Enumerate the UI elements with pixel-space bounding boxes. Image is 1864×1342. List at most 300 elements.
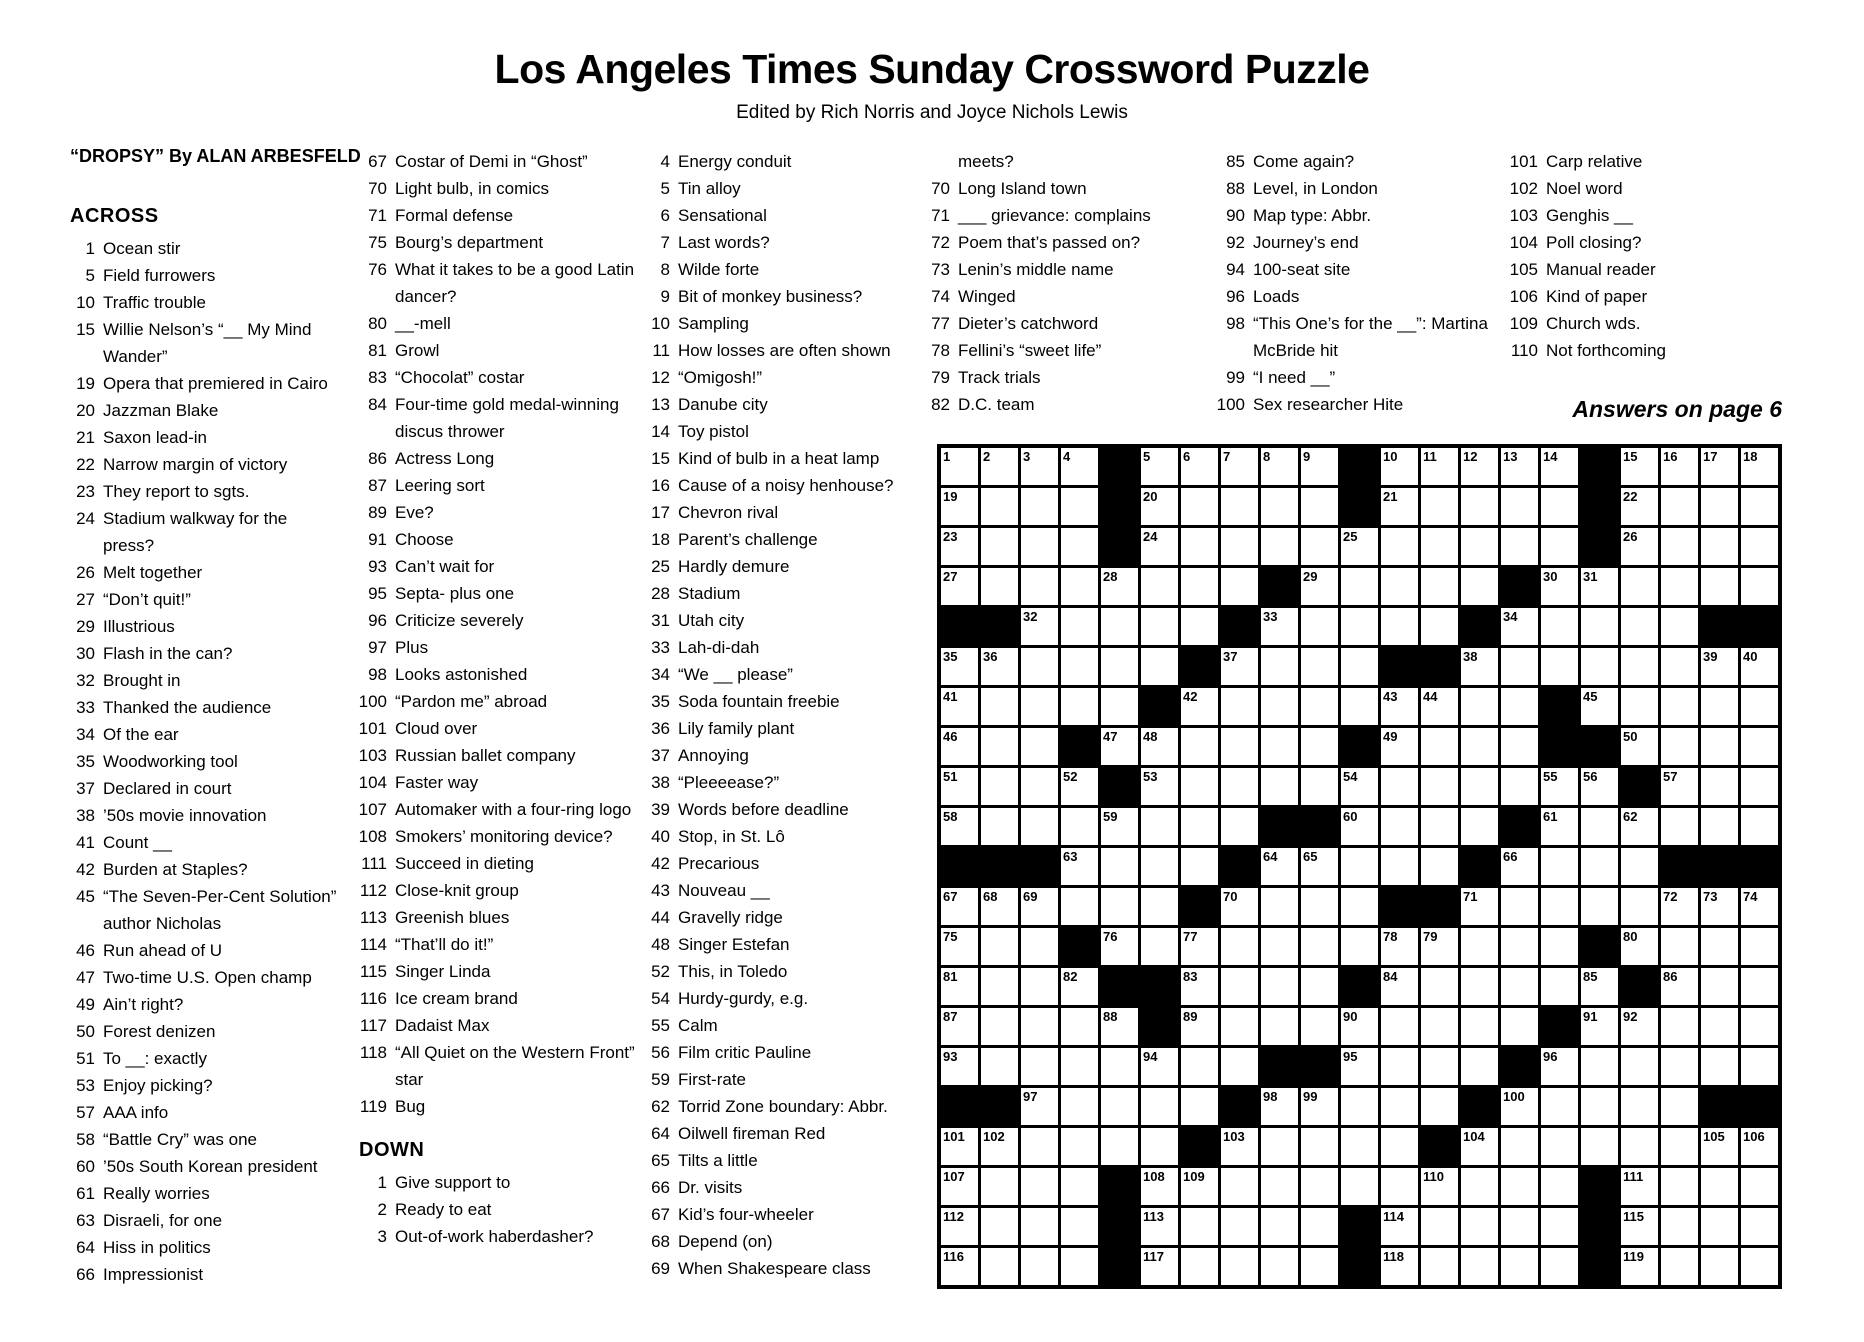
grid-cell[interactable] (1301, 488, 1338, 525)
grid-cell[interactable] (1461, 1248, 1498, 1285)
grid-cell[interactable] (1661, 728, 1698, 765)
grid-cell[interactable] (1021, 1088, 1058, 1125)
grid-cell[interactable] (1141, 1248, 1178, 1285)
grid-cell[interactable] (1661, 1168, 1698, 1205)
grid-cell[interactable] (1741, 768, 1778, 805)
grid-cell[interactable] (1741, 568, 1778, 605)
grid-cell[interactable] (1421, 768, 1458, 805)
grid-cell[interactable] (1341, 1128, 1378, 1165)
grid-cell[interactable] (1061, 968, 1098, 1005)
grid-cell[interactable] (1021, 728, 1058, 765)
grid-cell[interactable] (1221, 928, 1258, 965)
grid-cell[interactable] (1181, 488, 1218, 525)
grid-cell[interactable] (1541, 568, 1578, 605)
grid-cell[interactable] (1221, 1168, 1258, 1205)
grid-cell[interactable] (1741, 1008, 1778, 1045)
grid-cell[interactable] (1701, 1248, 1738, 1285)
grid-cell[interactable] (1381, 568, 1418, 605)
grid-cell[interactable] (1301, 568, 1338, 605)
grid-cell[interactable] (1101, 728, 1138, 765)
grid-cell[interactable] (1581, 1128, 1618, 1165)
grid-cell[interactable] (1661, 568, 1698, 605)
grid-cell[interactable] (1061, 688, 1098, 725)
grid-cell[interactable] (941, 688, 978, 725)
grid-cell[interactable] (1341, 528, 1378, 565)
grid-cell[interactable] (1461, 1168, 1498, 1205)
grid-cell[interactable] (981, 448, 1018, 485)
grid-cell[interactable] (1261, 488, 1298, 525)
grid-cell[interactable] (1221, 448, 1258, 485)
grid-cell[interactable] (1541, 768, 1578, 805)
grid-cell[interactable] (1421, 568, 1458, 605)
grid-cell[interactable] (1021, 888, 1058, 925)
grid-cell[interactable] (1021, 568, 1058, 605)
grid-cell[interactable] (1301, 1128, 1338, 1165)
grid-cell[interactable] (1421, 1008, 1458, 1045)
grid-cell[interactable] (1381, 1048, 1418, 1085)
grid-cell[interactable] (1461, 568, 1498, 605)
grid-cell[interactable] (1741, 808, 1778, 845)
grid-cell[interactable] (1461, 1208, 1498, 1245)
grid-cell[interactable] (1061, 1088, 1098, 1125)
grid-cell[interactable] (1181, 608, 1218, 645)
grid-cell[interactable] (981, 1008, 1018, 1045)
grid-cell[interactable] (1581, 608, 1618, 645)
grid-cell[interactable] (1701, 448, 1738, 485)
grid-cell[interactable] (1341, 768, 1378, 805)
grid-cell[interactable] (1181, 528, 1218, 565)
grid-cell[interactable] (1381, 1208, 1418, 1245)
grid-cell[interactable] (1021, 1128, 1058, 1165)
grid-cell[interactable] (1381, 1088, 1418, 1125)
grid-cell[interactable] (1261, 1168, 1298, 1205)
grid-cell[interactable] (1341, 1048, 1378, 1085)
grid-cell[interactable] (1581, 648, 1618, 685)
grid-cell[interactable] (1301, 688, 1338, 725)
grid-cell[interactable] (1021, 1208, 1058, 1245)
grid-cell[interactable] (1741, 1128, 1778, 1165)
grid-cell[interactable] (1261, 448, 1298, 485)
grid-cell[interactable] (941, 928, 978, 965)
grid-cell[interactable] (1061, 888, 1098, 925)
grid-cell[interactable] (1461, 1048, 1498, 1085)
grid-cell[interactable] (1501, 768, 1538, 805)
grid-cell[interactable] (1341, 1168, 1378, 1205)
grid-cell[interactable] (1101, 1048, 1138, 1085)
grid-cell[interactable] (981, 568, 1018, 605)
grid-cell[interactable] (1621, 568, 1658, 605)
grid-cell[interactable] (1541, 888, 1578, 925)
grid-cell[interactable] (1621, 1048, 1658, 1085)
grid-cell[interactable] (1701, 488, 1738, 525)
grid-cell[interactable] (1141, 888, 1178, 925)
grid-cell[interactable] (1101, 888, 1138, 925)
grid-cell[interactable] (1141, 1208, 1178, 1245)
grid-cell[interactable] (1421, 1208, 1458, 1245)
grid-cell[interactable] (1061, 1008, 1098, 1045)
grid-cell[interactable] (1381, 1168, 1418, 1205)
grid-cell[interactable] (1221, 808, 1258, 845)
grid-cell[interactable] (981, 808, 1018, 845)
grid-cell[interactable] (1421, 928, 1458, 965)
grid-cell[interactable] (1661, 608, 1698, 645)
grid-cell[interactable] (981, 1208, 1018, 1245)
grid-cell[interactable] (1141, 1088, 1178, 1125)
grid-cell[interactable] (1021, 528, 1058, 565)
grid-cell[interactable] (1261, 688, 1298, 725)
grid-cell[interactable] (1181, 968, 1218, 1005)
grid-cell[interactable] (1541, 968, 1578, 1005)
grid-cell[interactable] (1621, 1208, 1658, 1245)
grid-cell[interactable] (1141, 1168, 1178, 1205)
grid-cell[interactable] (1541, 1128, 1578, 1165)
grid-cell[interactable] (1141, 528, 1178, 565)
grid-cell[interactable] (981, 928, 1018, 965)
grid-cell[interactable] (1501, 848, 1538, 885)
grid-cell[interactable] (1461, 888, 1498, 925)
grid-cell[interactable] (1501, 1248, 1538, 1285)
grid-cell[interactable] (1021, 648, 1058, 685)
grid-cell[interactable] (1541, 928, 1578, 965)
grid-cell[interactable] (941, 968, 978, 1005)
grid-cell[interactable] (1621, 848, 1658, 885)
grid-cell[interactable] (1621, 488, 1658, 525)
grid-cell[interactable] (1221, 968, 1258, 1005)
grid-cell[interactable] (1701, 648, 1738, 685)
grid-cell[interactable] (1061, 1168, 1098, 1205)
grid-cell[interactable] (1261, 768, 1298, 805)
grid-cell[interactable] (1301, 848, 1338, 885)
grid-cell[interactable] (1141, 1048, 1178, 1085)
grid-cell[interactable] (981, 488, 1018, 525)
grid-cell[interactable] (1541, 1168, 1578, 1205)
grid-cell[interactable] (1461, 528, 1498, 565)
grid-cell[interactable] (981, 888, 1018, 925)
grid-cell[interactable] (1741, 1208, 1778, 1245)
grid-cell[interactable] (1021, 688, 1058, 725)
grid-cell[interactable] (1381, 728, 1418, 765)
grid-cell[interactable] (1141, 1128, 1178, 1165)
grid-cell[interactable] (1141, 848, 1178, 885)
grid-cell[interactable] (1061, 1208, 1098, 1245)
grid-cell[interactable] (1421, 808, 1458, 845)
grid-cell[interactable] (1421, 608, 1458, 645)
grid-cell[interactable] (1301, 648, 1338, 685)
grid-cell[interactable] (1301, 968, 1338, 1005)
grid-cell[interactable] (981, 968, 1018, 1005)
grid-cell[interactable] (1261, 1248, 1298, 1285)
grid-cell[interactable] (1621, 888, 1658, 925)
grid-cell[interactable] (941, 1248, 978, 1285)
grid-cell[interactable] (1181, 1168, 1218, 1205)
grid-cell[interactable] (1621, 1088, 1658, 1125)
grid-cell[interactable] (1341, 648, 1378, 685)
grid-cell[interactable] (1021, 808, 1058, 845)
grid-cell[interactable] (1541, 528, 1578, 565)
grid-cell[interactable] (1061, 848, 1098, 885)
grid-cell[interactable] (1741, 928, 1778, 965)
grid-cell[interactable] (1421, 688, 1458, 725)
grid-cell[interactable] (1261, 968, 1298, 1005)
grid-cell[interactable] (1101, 1088, 1138, 1125)
grid-cell[interactable] (941, 648, 978, 685)
grid-cell[interactable] (1381, 1248, 1418, 1285)
grid-cell[interactable] (1581, 1008, 1618, 1045)
grid-cell[interactable] (1101, 848, 1138, 885)
grid-cell[interactable] (1061, 608, 1098, 645)
grid-cell[interactable] (1061, 568, 1098, 605)
grid-cell[interactable] (1741, 648, 1778, 685)
grid-cell[interactable] (1381, 968, 1418, 1005)
grid-cell[interactable] (1341, 808, 1378, 845)
grid-cell[interactable] (1461, 488, 1498, 525)
grid-cell[interactable] (1501, 968, 1538, 1005)
grid-cell[interactable] (981, 768, 1018, 805)
grid-cell[interactable] (1261, 848, 1298, 885)
grid-cell[interactable] (1461, 448, 1498, 485)
grid-cell[interactable] (1221, 768, 1258, 805)
grid-cell[interactable] (981, 688, 1018, 725)
grid-cell[interactable] (1461, 1008, 1498, 1045)
grid-cell[interactable] (1621, 1008, 1658, 1045)
grid-cell[interactable] (1661, 968, 1698, 1005)
grid-cell[interactable] (1101, 1128, 1138, 1165)
grid-cell[interactable] (1221, 528, 1258, 565)
grid-cell[interactable] (1501, 648, 1538, 685)
grid-cell[interactable] (1461, 728, 1498, 765)
grid-cell[interactable] (1581, 768, 1618, 805)
grid-cell[interactable] (1101, 1008, 1138, 1045)
grid-cell[interactable] (1061, 488, 1098, 525)
grid-cell[interactable] (1341, 928, 1378, 965)
grid-cell[interactable] (1621, 928, 1658, 965)
grid-cell[interactable] (1181, 1008, 1218, 1045)
grid-cell[interactable] (1141, 608, 1178, 645)
grid-cell[interactable] (1661, 888, 1698, 925)
grid-cell[interactable] (1301, 1008, 1338, 1045)
grid-cell[interactable] (1541, 808, 1578, 845)
grid-cell[interactable] (1301, 768, 1338, 805)
grid-cell[interactable] (1221, 888, 1258, 925)
grid-cell[interactable] (941, 1128, 978, 1165)
grid-cell[interactable] (1501, 728, 1538, 765)
grid-cell[interactable] (1101, 648, 1138, 685)
grid-cell[interactable] (1221, 1048, 1258, 1085)
grid-cell[interactable] (1621, 608, 1658, 645)
grid-cell[interactable] (1221, 1208, 1258, 1245)
grid-cell[interactable] (1501, 1008, 1538, 1045)
grid-cell[interactable] (1221, 1008, 1258, 1045)
grid-cell[interactable] (1181, 728, 1218, 765)
grid-cell[interactable] (1661, 1088, 1698, 1125)
grid-cell[interactable] (1741, 888, 1778, 925)
grid-cell[interactable] (1301, 728, 1338, 765)
grid-cell[interactable] (1541, 1248, 1578, 1285)
grid-cell[interactable] (1661, 808, 1698, 845)
grid-cell[interactable] (1461, 1128, 1498, 1165)
grid-cell[interactable] (1621, 448, 1658, 485)
grid-cell[interactable] (1661, 1048, 1698, 1085)
grid-cell[interactable] (1341, 1008, 1378, 1045)
grid-cell[interactable] (1261, 1008, 1298, 1045)
grid-cell[interactable] (1221, 648, 1258, 685)
grid-cell[interactable] (1261, 528, 1298, 565)
grid-cell[interactable] (941, 448, 978, 485)
grid-cell[interactable] (1381, 808, 1418, 845)
grid-cell[interactable] (1461, 928, 1498, 965)
grid-cell[interactable] (1221, 688, 1258, 725)
grid-cell[interactable] (1301, 1168, 1338, 1205)
grid-cell[interactable] (1421, 1088, 1458, 1125)
grid-cell[interactable] (1501, 688, 1538, 725)
grid-cell[interactable] (1181, 848, 1218, 885)
grid-cell[interactable] (1701, 968, 1738, 1005)
grid-cell[interactable] (1581, 968, 1618, 1005)
grid-cell[interactable] (1741, 488, 1778, 525)
grid-cell[interactable] (941, 1208, 978, 1245)
grid-cell[interactable] (1661, 688, 1698, 725)
grid-cell[interactable] (1061, 1128, 1098, 1165)
grid-cell[interactable] (1021, 968, 1058, 1005)
grid-cell[interactable] (1421, 448, 1458, 485)
grid-cell[interactable] (1581, 688, 1618, 725)
grid-cell[interactable] (1661, 448, 1698, 485)
grid-cell[interactable] (1261, 928, 1298, 965)
grid-cell[interactable] (1301, 448, 1338, 485)
grid-cell[interactable] (1061, 808, 1098, 845)
grid-cell[interactable] (1581, 1088, 1618, 1125)
grid-cell[interactable] (1741, 528, 1778, 565)
grid-cell[interactable] (1181, 448, 1218, 485)
grid-cell[interactable] (1021, 1048, 1058, 1085)
grid-cell[interactable] (1421, 728, 1458, 765)
grid-cell[interactable] (1421, 1168, 1458, 1205)
grid-cell[interactable] (1061, 528, 1098, 565)
grid-cell[interactable] (1661, 488, 1698, 525)
grid-cell[interactable] (1701, 1168, 1738, 1205)
grid-cell[interactable] (1061, 1048, 1098, 1085)
grid-cell[interactable] (1341, 688, 1378, 725)
grid-cell[interactable] (1741, 1168, 1778, 1205)
grid-cell[interactable] (1101, 608, 1138, 645)
grid-cell[interactable] (1541, 1088, 1578, 1125)
grid-cell[interactable] (1021, 448, 1058, 485)
grid-cell[interactable] (1501, 448, 1538, 485)
grid-cell[interactable] (941, 488, 978, 525)
grid-cell[interactable] (1061, 448, 1098, 485)
grid-cell[interactable] (1101, 568, 1138, 605)
grid-cell[interactable] (1541, 848, 1578, 885)
grid-cell[interactable] (1661, 528, 1698, 565)
grid-cell[interactable] (1501, 1168, 1538, 1205)
grid-cell[interactable] (1221, 1248, 1258, 1285)
grid-cell[interactable] (1021, 608, 1058, 645)
grid-cell[interactable] (1421, 848, 1458, 885)
grid-cell[interactable] (1741, 688, 1778, 725)
grid-cell[interactable] (1261, 608, 1298, 645)
grid-cell[interactable] (1301, 888, 1338, 925)
grid-cell[interactable] (1061, 768, 1098, 805)
grid-cell[interactable] (941, 728, 978, 765)
grid-cell[interactable] (1501, 888, 1538, 925)
grid-cell[interactable] (1501, 608, 1538, 645)
grid-cell[interactable] (1461, 688, 1498, 725)
grid-cell[interactable] (1621, 688, 1658, 725)
grid-cell[interactable] (1261, 1088, 1298, 1125)
grid-cell[interactable] (1101, 928, 1138, 965)
grid-cell[interactable] (981, 1168, 1018, 1205)
grid-cell[interactable] (1181, 1208, 1218, 1245)
grid-cell[interactable] (1701, 1008, 1738, 1045)
grid-cell[interactable] (1661, 1008, 1698, 1045)
grid-cell[interactable] (1381, 1128, 1418, 1165)
grid-cell[interactable] (1221, 488, 1258, 525)
grid-cell[interactable] (1421, 488, 1458, 525)
grid-cell[interactable] (1701, 808, 1738, 845)
grid-cell[interactable] (1021, 1008, 1058, 1045)
grid-cell[interactable] (1621, 1248, 1658, 1285)
grid-cell[interactable] (1701, 768, 1738, 805)
grid-cell[interactable] (941, 528, 978, 565)
grid-cell[interactable] (1341, 848, 1378, 885)
grid-cell[interactable] (1141, 568, 1178, 605)
grid-cell[interactable] (1541, 488, 1578, 525)
grid-cell[interactable] (1341, 1088, 1378, 1125)
grid-cell[interactable] (1701, 568, 1738, 605)
grid-cell[interactable] (1741, 1248, 1778, 1285)
grid-cell[interactable] (1501, 1128, 1538, 1165)
grid-cell[interactable] (1461, 968, 1498, 1005)
grid-cell[interactable] (1541, 648, 1578, 685)
grid-cell[interactable] (1061, 648, 1098, 685)
grid-cell[interactable] (1021, 488, 1058, 525)
grid-cell[interactable] (1421, 528, 1458, 565)
grid-cell[interactable] (1021, 1168, 1058, 1205)
grid-cell[interactable] (1701, 1048, 1738, 1085)
grid-cell[interactable] (1541, 1048, 1578, 1085)
grid-cell[interactable] (1381, 1008, 1418, 1045)
grid-cell[interactable] (1181, 1088, 1218, 1125)
grid-cell[interactable] (1501, 928, 1538, 965)
grid-cell[interactable] (1021, 1248, 1058, 1285)
grid-cell[interactable] (1581, 808, 1618, 845)
grid-cell[interactable] (941, 888, 978, 925)
grid-cell[interactable] (981, 1048, 1018, 1085)
grid-cell[interactable] (1741, 728, 1778, 765)
grid-cell[interactable] (981, 1128, 1018, 1165)
grid-cell[interactable] (1661, 1128, 1698, 1165)
grid-cell[interactable] (1621, 1168, 1658, 1205)
grid-cell[interactable] (1341, 888, 1378, 925)
grid-cell[interactable] (1021, 768, 1058, 805)
grid-cell[interactable] (1581, 848, 1618, 885)
grid-cell[interactable] (1381, 928, 1418, 965)
grid-cell[interactable] (1701, 888, 1738, 925)
grid-cell[interactable] (1021, 928, 1058, 965)
grid-cell[interactable] (1261, 728, 1298, 765)
grid-cell[interactable] (1661, 768, 1698, 805)
grid-cell[interactable] (1741, 448, 1778, 485)
grid-cell[interactable] (1701, 1208, 1738, 1245)
grid-cell[interactable] (1501, 1088, 1538, 1125)
grid-cell[interactable] (941, 1168, 978, 1205)
grid-cell[interactable] (941, 768, 978, 805)
grid-cell[interactable] (1621, 808, 1658, 845)
grid-cell[interactable] (1461, 808, 1498, 845)
grid-cell[interactable] (1741, 968, 1778, 1005)
grid-cell[interactable] (1181, 768, 1218, 805)
grid-cell[interactable] (1181, 808, 1218, 845)
